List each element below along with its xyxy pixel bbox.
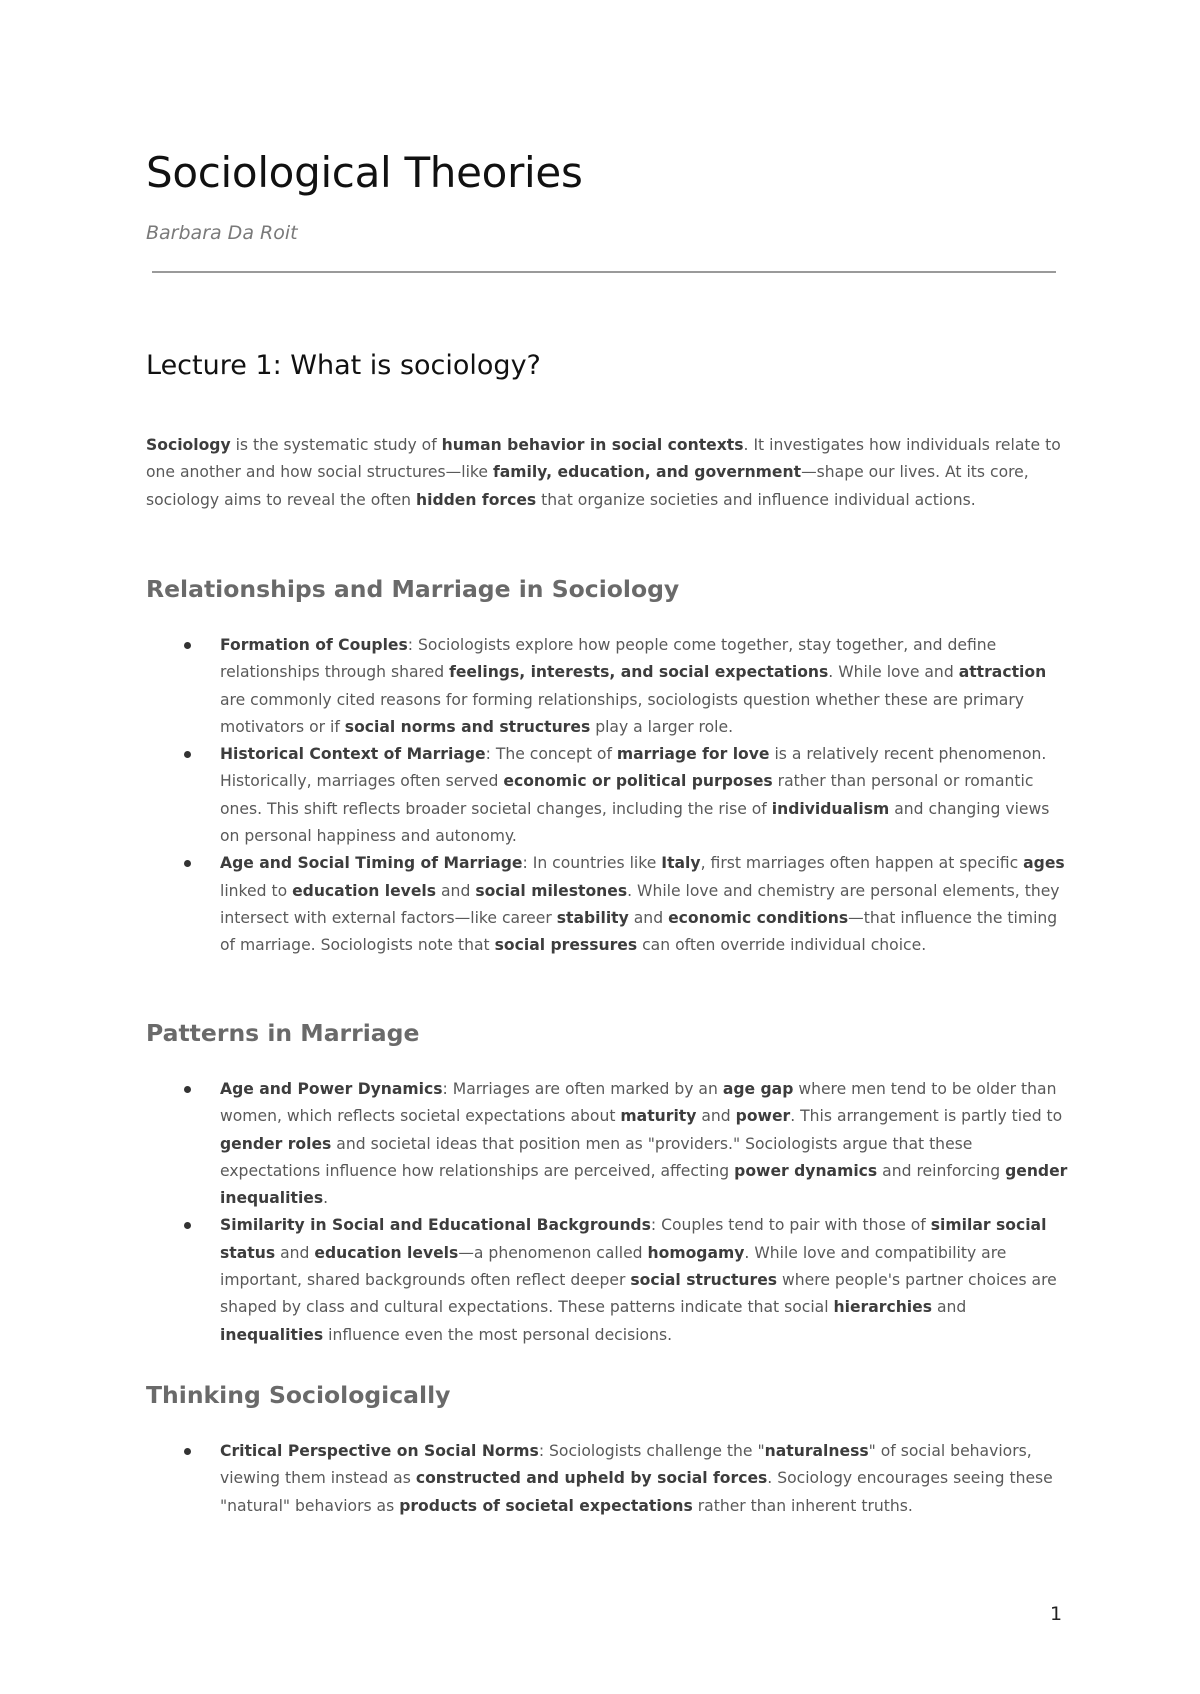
text-run: : Sociologists challenge the " — [538, 1442, 765, 1460]
list-item-formation-of-couples — [146, 632, 1070, 741]
text-run: : Marriages are often marked by an — [442, 1080, 723, 1098]
text-run: and — [275, 1243, 315, 1262]
bold-term: human behavior in social contexts — [441, 436, 744, 454]
bold-term: gender roles — [220, 1134, 332, 1153]
document-title: Sociological Theories — [146, 148, 583, 197]
bullet-term: Similarity in Social and Educational Backgrounds — [220, 1216, 651, 1235]
bullet-list-patterns-marriage — [146, 1076, 1070, 1349]
bullet-icon — [184, 1448, 191, 1455]
section-heading-thinking-sociologically: Thinking Sociologically — [146, 1381, 451, 1409]
section-heading-relationships-marriage: Relationships and Marriage in Sociology — [146, 575, 680, 603]
lecture-heading: Lecture 1: What is sociology? — [146, 350, 541, 381]
text-run: and — [696, 1107, 736, 1126]
bold-term: economic conditions — [668, 908, 849, 927]
bold-term: individualism — [771, 799, 890, 818]
text-run: —shape our lives. At its core, sociology aims to reveal the often — [146, 463, 1029, 509]
text-run: are commonly cited reasons for forming relationships, sociologists question whether these are primary motivators or if — [220, 690, 1024, 736]
text-run: . It investigates how individuals relate to one another and how social structures—like — [146, 436, 1061, 482]
bold-term: social pressures — [494, 936, 638, 955]
bullet-icon — [184, 860, 191, 867]
text-run: , first marriages often happen at specific — [700, 854, 1024, 873]
text-run: : Sociologists explore how people come together, stay together, and define relationships through shared — [220, 636, 997, 682]
bold-term: power — [735, 1107, 791, 1126]
text-run: " of social behaviors, viewing them instead as — [220, 1442, 1032, 1488]
text-run: . While love and — [828, 663, 959, 682]
text-run: and societal ideas that position men as "providers." Sociologists argue that these expectations influence how relationships are perceived, affecting — [220, 1134, 973, 1180]
text-run: —that influence the timing of marriage. Sociologists note that — [220, 908, 1058, 955]
bullet-list-relationships-marriage — [146, 632, 1070, 960]
text-run: . This arrangement is partly tied to — [790, 1107, 1063, 1126]
bold-term: power dynamics — [734, 1161, 878, 1180]
text-run: is a relatively recent phenomenon. Historically, marriages often served — [220, 745, 1047, 791]
text-run: where men tend to be older than women, which reflects societal expectations about — [220, 1080, 1057, 1126]
list-item-historical-context — [146, 741, 1070, 850]
bullet-icon — [184, 1222, 191, 1229]
bold-term: age gap — [722, 1080, 794, 1098]
text-run: —a phenomenon called — [458, 1243, 648, 1262]
bold-term: inequalities — [220, 1325, 324, 1344]
text-run: . — [323, 1189, 329, 1208]
bold-term: naturalness — [764, 1442, 869, 1460]
text-run: rather than inherent truths. — [692, 1496, 913, 1515]
bold-term: education levels — [292, 881, 437, 900]
bold-term: Italy — [661, 854, 701, 873]
text-run: : The concept of — [485, 745, 617, 764]
bullet-term: Age and Social Timing of Marriage — [220, 854, 523, 873]
bold-term: social structures — [630, 1271, 778, 1290]
bullet-term: Age and Power Dynamics — [220, 1080, 443, 1098]
bullet-term: Formation of Couples — [220, 636, 408, 654]
text-run: and — [932, 1298, 967, 1317]
bold-term: similar social status — [220, 1216, 1047, 1262]
text-run: . Sociology encourages seeing these "natural" behaviors as — [220, 1469, 1053, 1515]
page-number: 1 — [1050, 1603, 1063, 1625]
text-run: play a larger role. — [590, 717, 734, 736]
bold-term: marriage for love — [616, 745, 770, 764]
bold-term: education levels — [314, 1243, 459, 1262]
bold-term: constructed and upheld by social forces — [415, 1469, 768, 1488]
bullet-term: Historical Context of Marriage — [220, 745, 486, 764]
text-run: and reinforcing — [877, 1161, 1006, 1180]
list-item-critical-perspective — [146, 1438, 1070, 1520]
text-run: that organize societies and influence individual actions. — [536, 490, 976, 509]
text-run: linked to — [220, 881, 293, 900]
intro-paragraph — [146, 432, 1064, 514]
text-run: influence even the most personal decisions. — [323, 1325, 673, 1344]
bold-term: ages — [1023, 854, 1065, 873]
text-run: is the systematic study of — [230, 436, 442, 454]
text-run: and — [628, 908, 669, 927]
bold-term: products of societal expectations — [399, 1496, 693, 1515]
bold-term: hidden forces — [416, 490, 537, 509]
bold-term: homogamy — [647, 1243, 745, 1262]
bold-term: maturity — [620, 1107, 697, 1126]
section-heading-patterns-marriage: Patterns in Marriage — [146, 1019, 420, 1047]
bullet-icon — [184, 1086, 191, 1093]
bold-term: hierarchies — [833, 1298, 933, 1317]
text-run: where people's partner choices are shaped by class and cultural expectations. These patterns indicate that social — [220, 1271, 1057, 1317]
text-run: : In countries like — [522, 854, 662, 873]
bold-term: family, education, and government — [492, 463, 802, 482]
title-divider — [152, 271, 1056, 273]
text-run: and — [436, 881, 476, 900]
text-run: and changing views on personal happiness and autonomy. — [220, 799, 1050, 846]
bullet-term: Critical Perspective on Social Norms — [220, 1442, 539, 1460]
bullet-icon — [184, 642, 191, 649]
text-run: : Couples tend to pair with those of — [650, 1216, 931, 1235]
text-run: . While love and compatibility are important, shared backgrounds often reflect deeper — [220, 1243, 1007, 1290]
text-run: can often override individual choice. — [637, 936, 927, 955]
bold-term: feelings, interests, and social expectations — [449, 663, 829, 682]
bullet-icon — [184, 751, 191, 758]
bold-term: stability — [556, 908, 629, 927]
bold-term: attraction — [958, 663, 1047, 682]
document-author: Barbara Da Roit — [146, 222, 298, 244]
list-item-age-social-timing — [146, 850, 1070, 959]
bold-term: gender inequalities — [220, 1161, 1068, 1208]
bold-term: social milestones — [475, 881, 628, 900]
bold-term: Sociology — [146, 436, 231, 454]
bullet-list-thinking-sociologically — [146, 1438, 1070, 1520]
list-item-age-power-dynamics — [146, 1076, 1070, 1212]
bold-term: social norms and structures — [344, 717, 591, 736]
text-run: rather than personal or romantic ones. This shift reflects broader societal changes, including the rise of — [220, 772, 1034, 818]
text-run: . While love and chemistry are personal elements, they intersect with external factors—like career — [220, 881, 1060, 927]
list-item-similarity-backgrounds — [146, 1212, 1070, 1348]
bold-term: economic or political purposes — [503, 772, 773, 791]
